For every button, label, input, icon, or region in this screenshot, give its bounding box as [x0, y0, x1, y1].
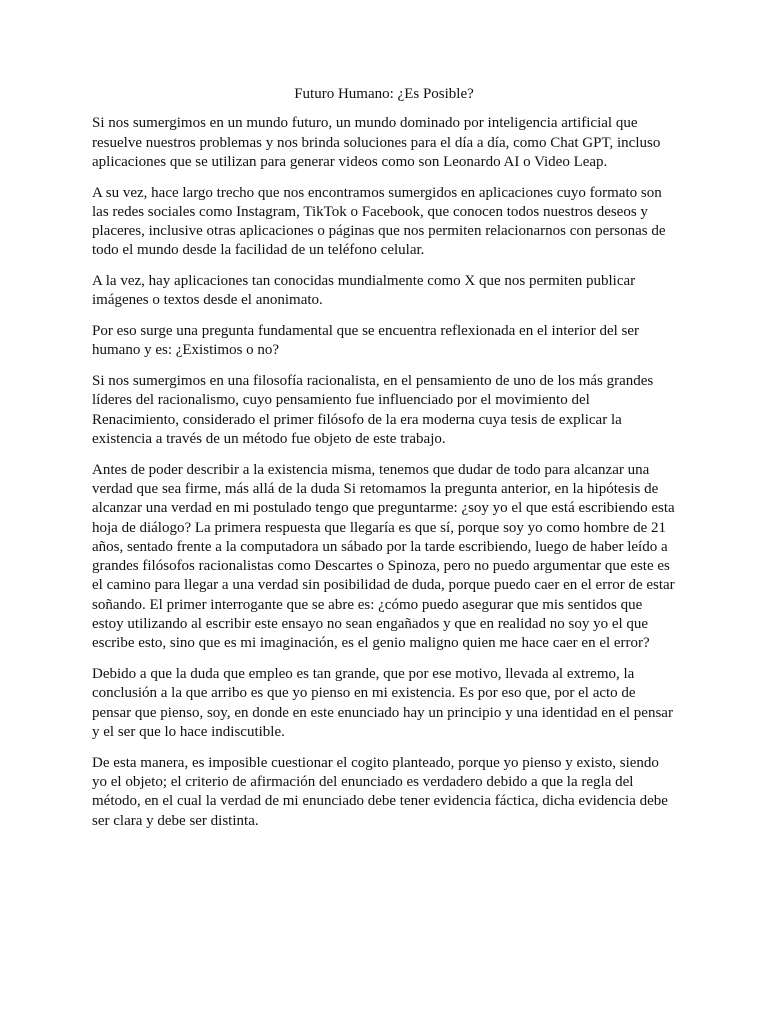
paragraph-4: Por eso surge una pregunta fundamental que se encuentra reflexionada en el interior del ser humano y es: ¿Existimos o no? [92, 323, 640, 359]
paragraph-8: De esta manera, es imposible cuestionar el cogito planteado, porque yo pienso y existo, siendo yo el objeto; el criterio de afirmación del enunciado es verdadero debido a que la regla del método, en el cual la verdad de mi enunciado debe tener evidencia fáctica, dicha evidencia debe ser clara y debe ser distinta. [92, 754, 668, 829]
document-title: Futuro Humano: ¿Es Posible? [294, 86, 474, 102]
paragraph-7: Debido a que la duda que empleo es tan grande, que por ese motivo, llevada al extremo, la conclusión a la que arribo es que yo pienso en mi existencia. Es por eso que, por el acto de pensar que pienso, soy, en donde en este enunciado hay un principio y una identidad en el pensar y el ser que lo hace indiscutible. [92, 666, 673, 740]
paragraph-3: A la vez, hay aplicaciones tan conocidas mundialmente como X que nos permiten publicar imágenes o textos desde el anonimato. [92, 273, 636, 309]
paragraph-6: Antes de poder describir a la existencia misma, tenemos que dudar de todo para alcanzar una verdad que sea firme, más allá de la duda Si retomamos la pregunta anterior, en la hipótesis de alcanzar una verdad en mi postulado tengo que preguntarme: ¿soy yo el que está escribiendo esta hoja de diálogo? La primera respuesta que llegaría es que sí, porque soy yo como hombre de 21 años, sentado frente a la computadora un sábado por la tarde escribiendo, luego de haber leído a grandes filósofos racionalistas como Descartes o Spinoza, pero no puedo argumentar que este es el camino para llegar a una verdad sin posibilidad de duda, porque puedo caer en el error de estar soñando. El primer interrogante que se abre es: ¿cómo puedo asegurar que mis sentidos que estoy utilizando al escribir este ensayo no sean engañados y que en realidad no soy yo el que escribe esto, sino que es mi imaginación, es el genio maligno quien me hace caer en el error? [92, 461, 675, 652]
paragraph-1: Si nos sumergimos en un mundo futuro, un mundo dominado por inteligencia artificial que resuelve nuestros problemas y nos brinda soluciones para el día a día, como Chat GPT, incluso aplicaciones que se utilizan para generar videos como son Leonardo AI o Video Leap. [92, 115, 661, 170]
paragraph-2: A su vez, hace largo trecho que nos encontramos sumergidos en aplicaciones cuyo formato son las redes sociales como Instagram, TikTok o Facebook, que conocen todos nuestros deseos y placeres, inclusive otras aplicaciones o páginas que nos permiten relacionarnos con personas de todo el mundo desde la facilidad de un teléfono celular. [92, 184, 666, 259]
paragraph-5: Si nos sumergimos en una filosofía racionalista, en el pensamiento de uno de los más grandes líderes del racionalismo, cuyo pensamiento fue influenciado por el movimiento del Renacimiento, considerado el primer filósofo de la era moderna cuya tesis de explicar la existencia a través de un método fue objeto de este trabajo. [92, 373, 654, 448]
